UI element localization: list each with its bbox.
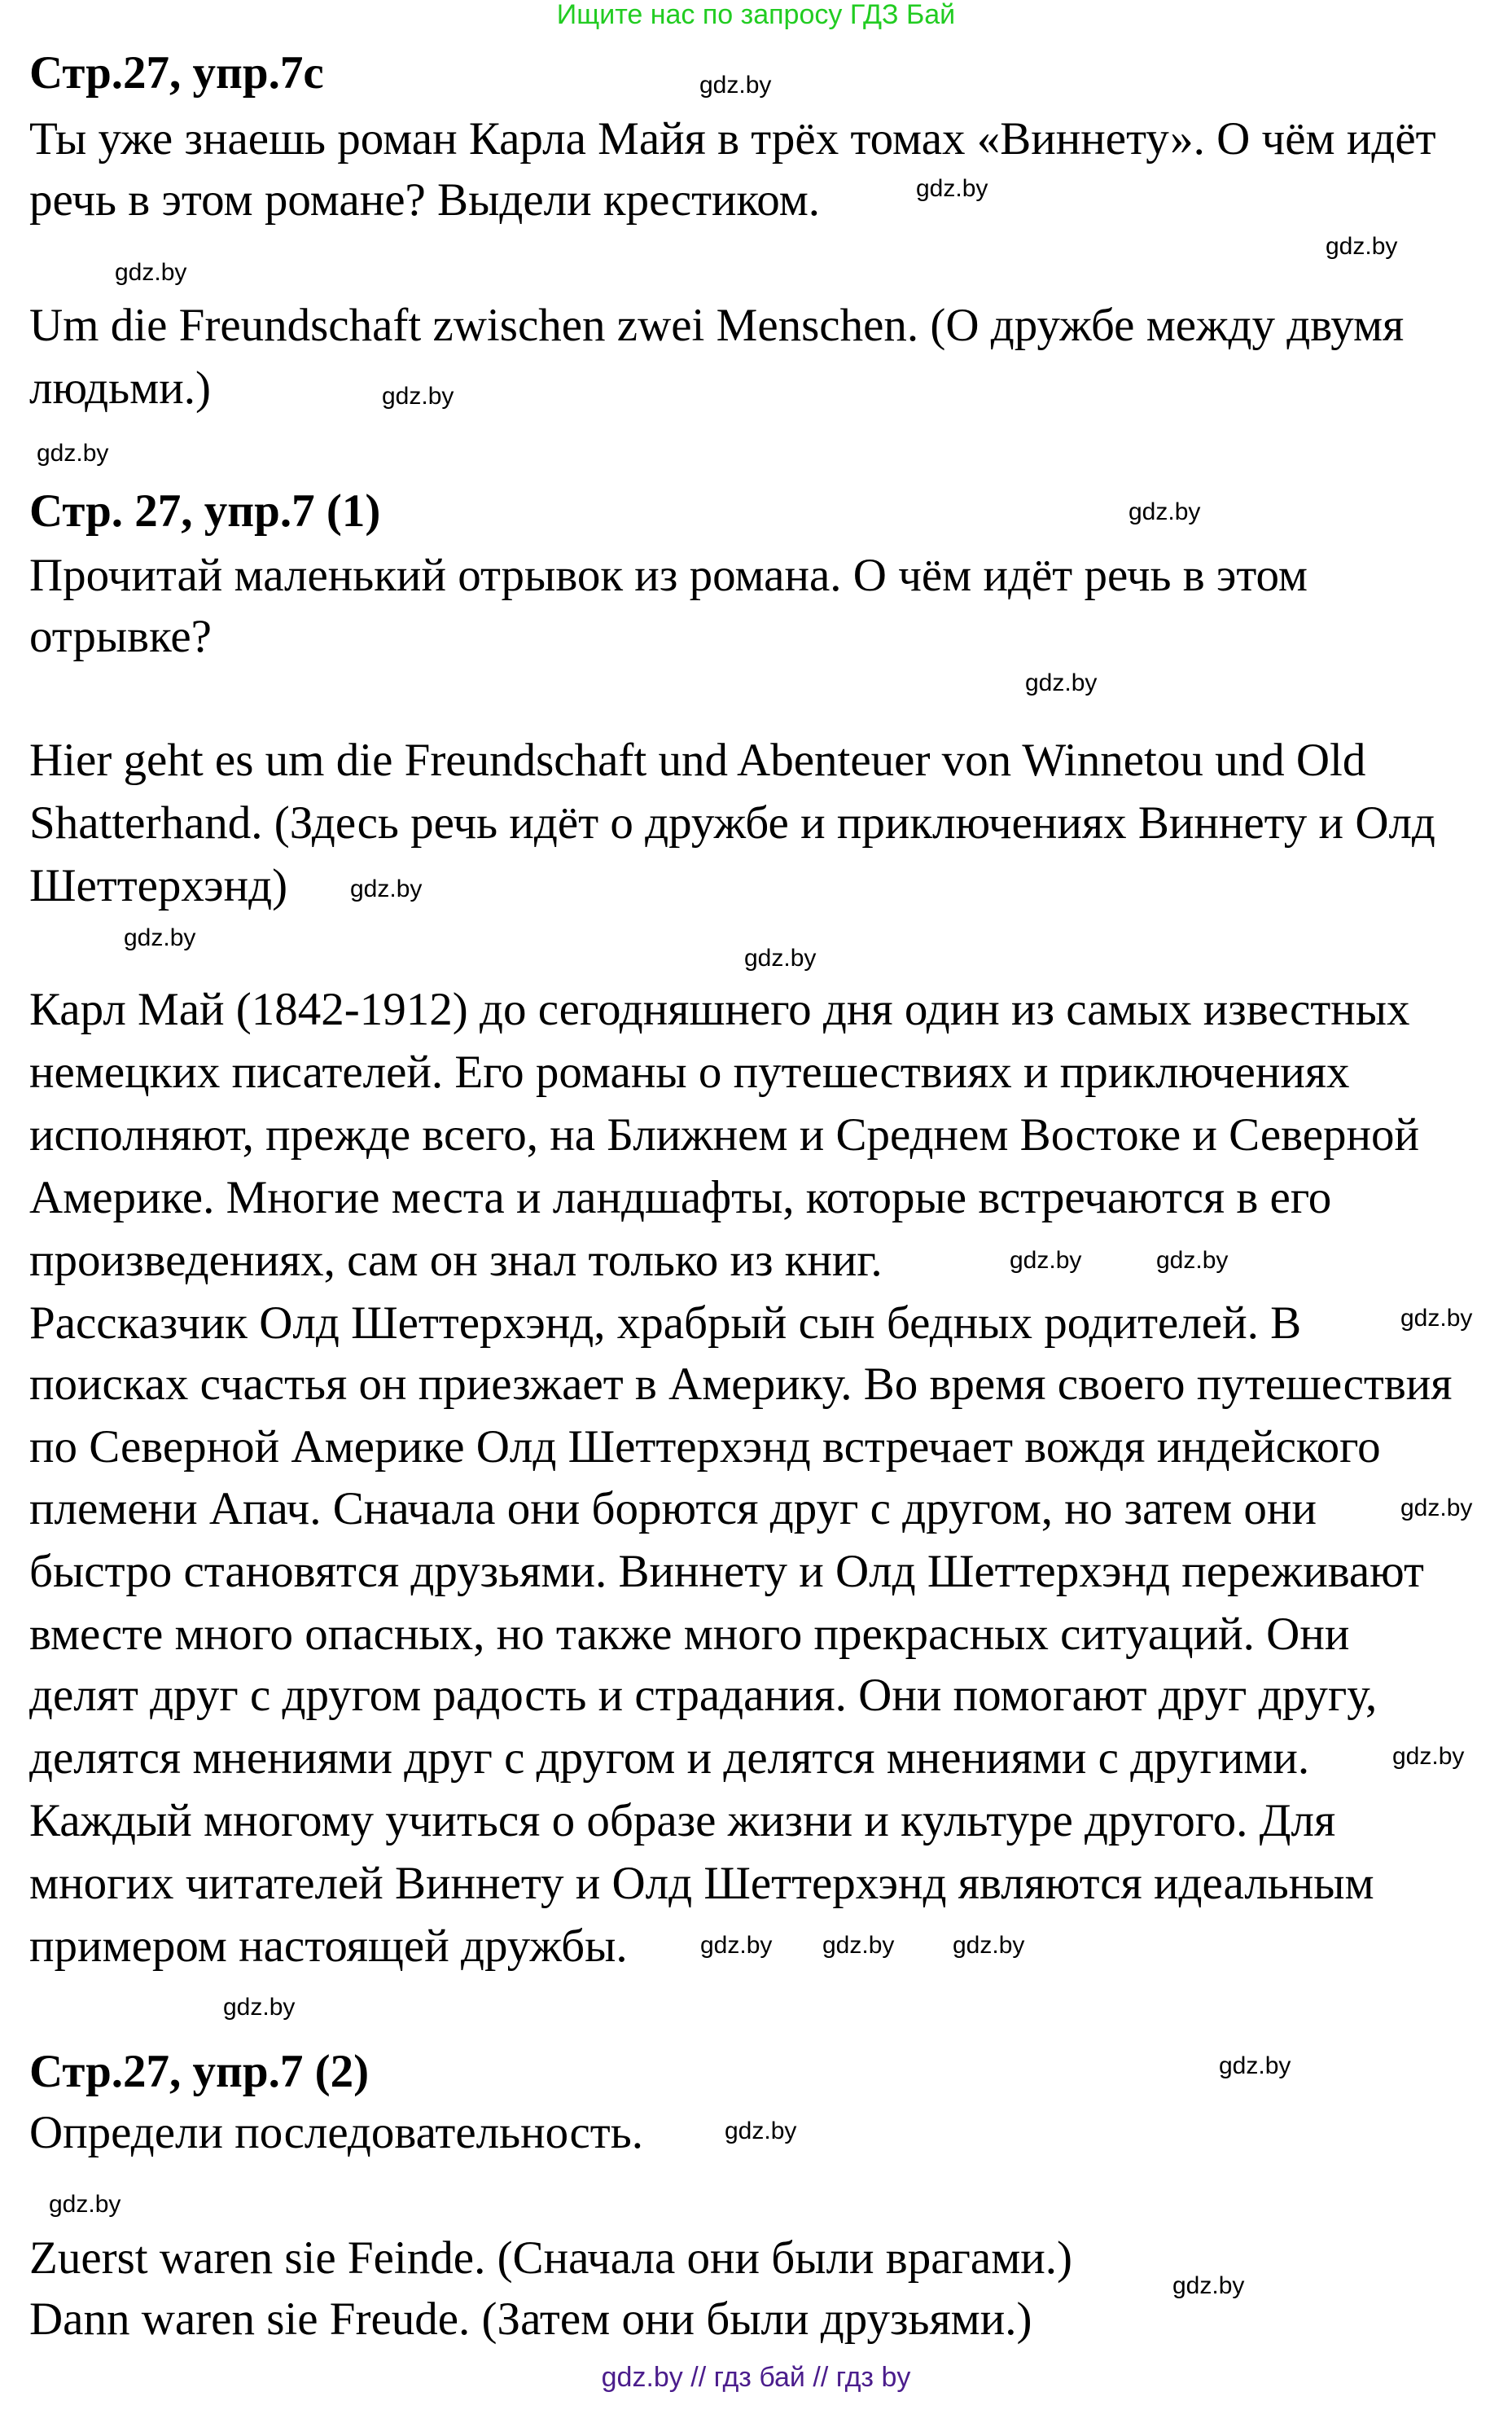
question-line: речь в этом романе? Выдели крестиком. [29, 174, 821, 226]
text-line: делят друг с другом радость и страдания. Они помогают друг другу, [29, 1670, 1378, 1721]
watermark: gdz.by [1025, 669, 1098, 696]
watermark: gdz.by [1172, 2272, 1245, 2299]
text-line: Каждый многому учиться о образе жизни и культуре другого. Для [29, 1795, 1336, 1846]
text-line: Карл Май (1842-1912) до сегодняшнего дня один из самых известных [29, 984, 1410, 1035]
watermark: gdz.by [37, 440, 109, 467]
answer-line: Hier geht es um die Freundschaft und Abenteuer von Winnetou und Old [29, 735, 1366, 786]
text-line: примером настоящей дружбы. [29, 1920, 628, 1972]
watermark: gdz.by [699, 72, 772, 99]
section-heading: Стр.27, упр.7 (2) [29, 2046, 370, 2097]
watermark: gdz.by [1400, 1494, 1473, 1521]
text-line: поисках счастья он приезжает в Америку. Во время своего путешествия [29, 1358, 1453, 1410]
answer-line: Shatterhand. (Здесь речь идёт о дружбе и приключениях Виннету и Олд [29, 797, 1435, 849]
watermark: gdz.by [223, 1994, 296, 2021]
question-line: отрывке? [29, 611, 212, 662]
watermark: gdz.by [1129, 498, 1201, 525]
section-heading: Стр.27, упр.7с [29, 47, 324, 99]
text-line: произведениях, сам он знал только из книг. [29, 1235, 883, 1286]
watermark: gdz.by [700, 1932, 773, 1959]
answer-line: Шеттерхэнд) [29, 860, 288, 911]
text-line: Америке. Многие места и ландшафты, которые встречаются в его [29, 1172, 1332, 1223]
watermark: gdz.by [744, 945, 817, 972]
watermark: gdz.by [1156, 1247, 1229, 1274]
search-banner: Ищите нас по запросу ГДЗ Бай [556, 0, 956, 30]
watermark: gdz.by [1010, 1247, 1082, 1274]
text-line: делятся мнениями друг с другом и делятся мнениями с другими. [29, 1732, 1310, 1784]
section-heading: Стр. 27, упр.7 (1) [29, 485, 381, 537]
question-line: Ты уже знаешь роман Карла Майя в трёх томах «Виннету». О чём идёт [29, 113, 1436, 165]
question-line: Определи последовательность. [29, 2107, 643, 2158]
question-line: Прочитай маленький отрывок из романа. О чём идёт речь в этом [29, 550, 1308, 601]
text-line: по Северной Америке Олд Шеттерхэнд встречает вождя индейского [29, 1421, 1381, 1473]
answer-line: Um die Freundschaft zwischen zwei Menschen. (О дружбе между двумя [29, 300, 1405, 351]
text-line: немецких писателей. Его романы о путешествиях и приключениях [29, 1047, 1350, 1098]
answer-line: людьми.) [29, 362, 211, 414]
watermark: gdz.by [822, 1932, 895, 1959]
watermark: gdz.by [124, 924, 196, 951]
text-line: многих читателей Виннету и Олд Шеттерхэнд являются идеальным [29, 1858, 1374, 1909]
watermark: gdz.by [1400, 1305, 1473, 1332]
watermark: gdz.by [350, 876, 423, 902]
answer-line: Zuerst waren sie Feinde. (Сначала они были врагами.) [29, 2232, 1072, 2284]
watermark: gdz.by [115, 259, 187, 286]
watermark: gdz.by [1219, 2052, 1291, 2079]
footer-links: gdz.by // гдз бай // гдз by [601, 2362, 911, 2393]
text-line: племени Апач. Сначала они борются друг с другом, но затем они [29, 1483, 1317, 1534]
watermark: gdz.by [725, 2118, 797, 2144]
answer-line: Dann waren sie Freude. (Затем они были друзьями.) [29, 2293, 1032, 2345]
text-line: вместе много опасных, но также много прекрасных ситуаций. Они [29, 1609, 1350, 1660]
watermark: gdz.by [953, 1932, 1025, 1959]
watermark: gdz.by [382, 383, 454, 410]
text-line: Рассказчик Олд Шеттерхэнд, храбрый сын бедных родителей. В [29, 1297, 1302, 1349]
watermark: gdz.by [49, 2191, 121, 2218]
watermark: gdz.by [916, 175, 988, 202]
watermark: gdz.by [1392, 1743, 1465, 1770]
watermark: gdz.by [1326, 233, 1398, 260]
text-line: быстро становятся друзьями. Виннету и Олд Шеттерхэнд переживают [29, 1546, 1424, 1597]
text-line: исполняют, прежде всего, на Ближнем и Среднем Востоке и Северной [29, 1109, 1420, 1161]
